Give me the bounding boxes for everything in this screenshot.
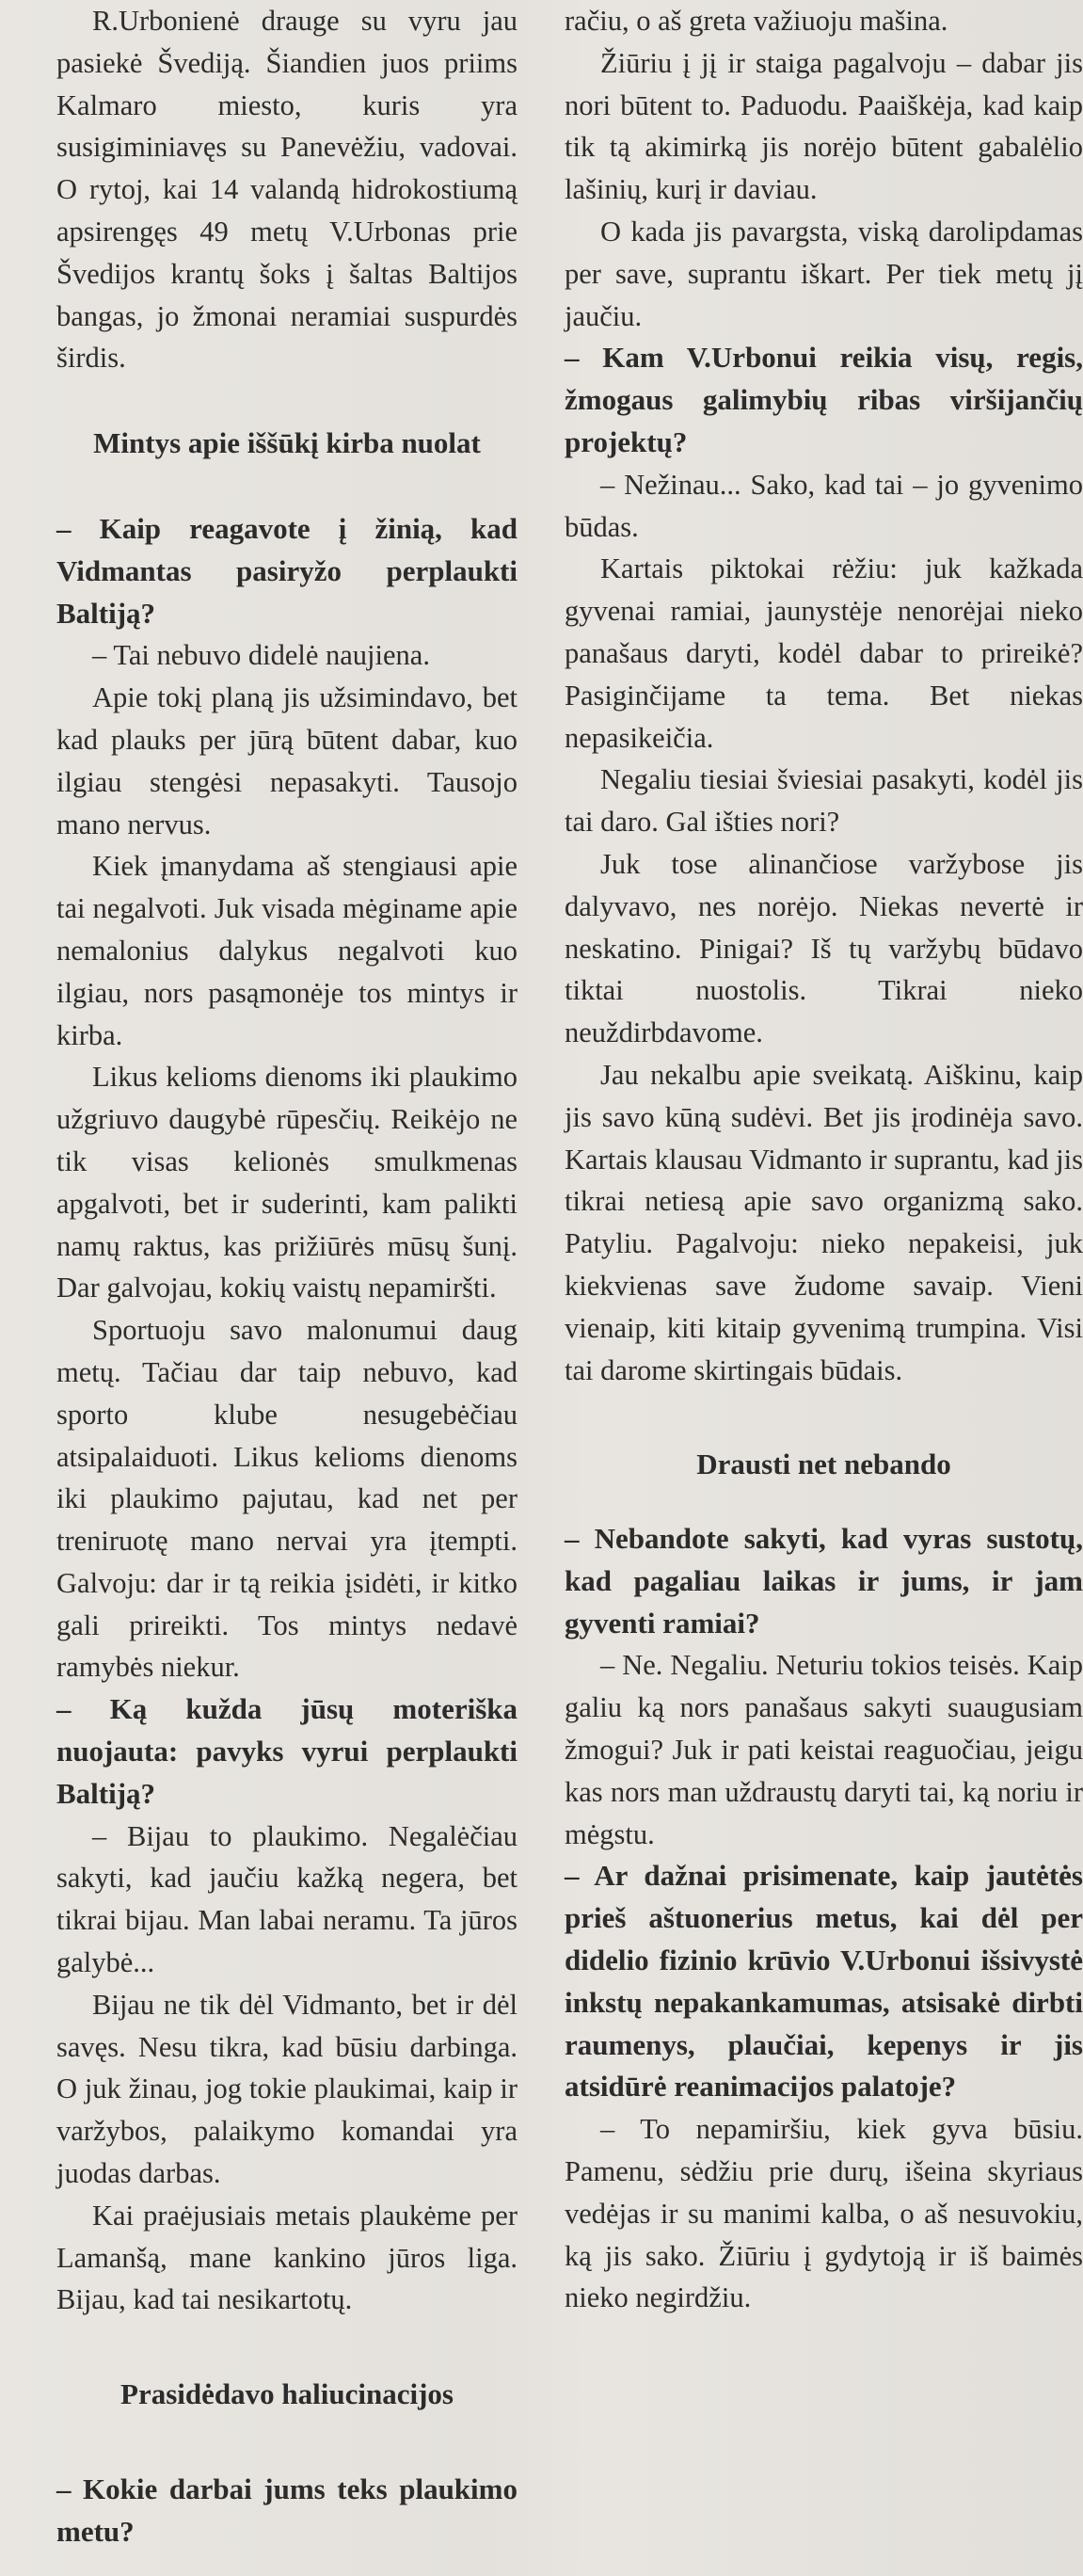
section-subheading: Mintys apie iššūkį kirba nuolat xyxy=(93,426,481,460)
article-paragraph: Kartais piktokai rėžiu: juk kažkada gyvenai ramiai, jaunystėje nenorėjai nieko panašaus daryti, kodėl dabar to prireikė? Pasiginčijame ta tema. Bet niekas nepasikeičia. xyxy=(565,552,1083,754)
interview-question: – Ką kužda jūsų moteriška nuojauta: pavyks vyrui perplaukti Baltiją? xyxy=(56,1692,518,1810)
spacer xyxy=(56,2416,518,2469)
article-paragraph: Negaliu tiesiai šviesiai pasakyti, kodėl jis tai daro. Gal išties nori? xyxy=(565,763,1083,839)
left-column xyxy=(56,0,518,2553)
article-paragraph: – Tai nebuvo didelė naujiena. xyxy=(92,639,430,672)
article-paragraph: – Bijau to plaukimo. Negalėčiau sakyti, kad jaučiu kažką negera, bet tikrai bijau. Man labai neramu. Ta jūros galybė... xyxy=(56,1819,518,1979)
article-paragraph: Žiūriu į jį ir staiga pagalvoju – dabar jis nori būtent to. Paduodu. Paaiškėja, kad kaip tik tą akimirką jis norėjo būtent gabalėlio lašinių, kurį ir daviau. xyxy=(565,46,1083,206)
section-subheading: Drausti net nebando xyxy=(696,1448,951,1481)
article-paragraph: Jau nekalbu apie sveikatą. Aiškinu, kaip jis savo kūną sudėvi. Bet jis įrodinėja savo. Kartais klausau Vidmanto ir suprantu, kad jis tikrai netiesą apie savo organizmą sako. Patyliu. Pagalvoju: nieko nepakeisi, juk kiekvienas save žudome savaip. Vieni vienaip, kiti kitaip gyvenimą trumpina. Visi tai darome skirtingais būdais. xyxy=(565,1058,1083,1386)
article-paragraph: – Nežinau... Sako, kad tai – jo gyvenimo būdas. xyxy=(565,468,1083,543)
spacer xyxy=(565,1486,1083,1518)
article-paragraph: Likus kelioms dienoms iki plaukimo užgriuvo daugybė rūpesčių. Reikėjo ne tik visas kelionės smulkmenas apgalvoti, bet ir suderinti, kam palikti namų raktus, kas prižiūrės mūsų šunį. Dar galvojau, kokių vaistų nepamiršti. xyxy=(56,1061,518,1304)
spacer xyxy=(56,2321,518,2374)
interview-question: – Kaip reagavote į žinią, kad Vidmantas pasiryžo perplaukti Baltiją? xyxy=(56,511,518,630)
spacer xyxy=(56,379,518,423)
article-paragraph: račiu, o aš greta važiuoju mašina. xyxy=(565,5,948,37)
right-column xyxy=(565,0,1083,2319)
interview-question: – Ar dažnai prisimenate, kaip jautėtės prieš aštuonerius metus, kai dėl per didelio fizinio krūvio V.Urbonui išsivystė inkstų nepakankamumas, atsisakė dirbti raumenys, plaučiai, kepenys ir jis atsidūrė reanimacijos palatoje? xyxy=(565,1859,1083,2104)
article-paragraph: – To nepamiršiu, kiek gyva būsiu. Pamenu, sėdžiu prie durų, išeina skyriaus vedėjas ir su manimi kalba, o aš nesuvokiu, ką jis sako. Žiūriu į gydytoją ir iš baimės nieko negirdžiu. xyxy=(565,2113,1083,2314)
article-paragraph: Bijau ne tik dėl Vidmanto, bet ir dėl savęs. Nesu tikra, kad būsiu darbinga. O juk žinau, jog tokie plaukimai, kaip ir varžybos, palaikymo komandai yra juodas darbas. xyxy=(56,1988,518,2190)
article-paragraph: Kai praėjusiais metais plaukėme per Lamanšą, mane kankino jūros liga. Bijau, kad tai nesikartotų. xyxy=(56,2199,518,2316)
interview-question: – Nebandote sakyti, kad vyras sustotų, kad pagaliau laikas ir jums, ir jam gyventi ramiai? xyxy=(565,1522,1083,1640)
article-paragraph: Sportuoju savo malonumui daug metų. Tačiau dar taip nebuvo, kad sporto klube nesugebėčiau atsipalaiduoti. Likus kelioms dienoms iki plaukimo pajutau, kad net per treniruotę mano nervai yra įtempti. Galvoju: dar ir tą reikia įsidėti, ir kitko gali prireikti. Tos mintys nedavė ramybės niekur. xyxy=(56,1314,518,1684)
article-paragraph: R.Urbonienė drauge su vyru jau pasiekė Švediją. Šiandien juos priims Kalmaro miesto, kuris yra susigiminiavęs su Panevėžiu, vadovai. O rytoj, kai 14 valandą hidrokostiumą apsirengęs 49 metų V.Urbonas prie Švedijos krantų šoks į šaltas Baltijos bangas, jo žmonai neramiai suspurdės širdis. xyxy=(56,5,518,375)
article-paragraph: Kiek įmanydama aš stengiausi apie tai negalvoti. Juk visada mėginame apie nemalonius dalykus negalvoti kuo ilgiau, nors pasąmonėje tos mintys ir kirba. xyxy=(56,850,518,1051)
interview-question: – Kam V.Urbonui reikia visų, regis, žmogaus galimybių ribas viršijančių projektų? xyxy=(565,341,1083,458)
article-paragraph: Apie tokį planą jis užsimindavo, bet kad plauks per jūrą būtent dabar, kuo ilgiau stengėsi nepasakyti. Tausojo mano nervus. xyxy=(56,681,518,840)
article-paragraph: O kada jis pavargsta, viską darolipdamas per save, suprantu iškart. Per tiek metų jį jaučiu. xyxy=(565,215,1083,332)
section-subheading: Prasidėdavo haliucinacijos xyxy=(120,2377,454,2411)
spacer xyxy=(565,1391,1083,1444)
article-paragraph: Juk tose alinančiose varžybose jis dalyvavo, nes norėjo. Niekas nevertė ir neskatino. Pinigai? Iš tų varžybų būdavo tiktai nuostolis. Tikrai nieko neuždirbdavome. xyxy=(565,847,1083,1049)
spacer xyxy=(56,465,518,508)
article-paragraph: – Ne. Negaliu. Neturiu tokios teisės. Kaip galiu ką nors panašaus sakyti suaugusiam žmogui? Juk ir pati keistai reaguočiau, jeigu kas nors man uždraustų daryti tai, ką noriu ir mėgstu. xyxy=(565,1649,1083,1850)
interview-question: – Kokie darbai jums teks plaukimo metu? xyxy=(56,2472,518,2548)
